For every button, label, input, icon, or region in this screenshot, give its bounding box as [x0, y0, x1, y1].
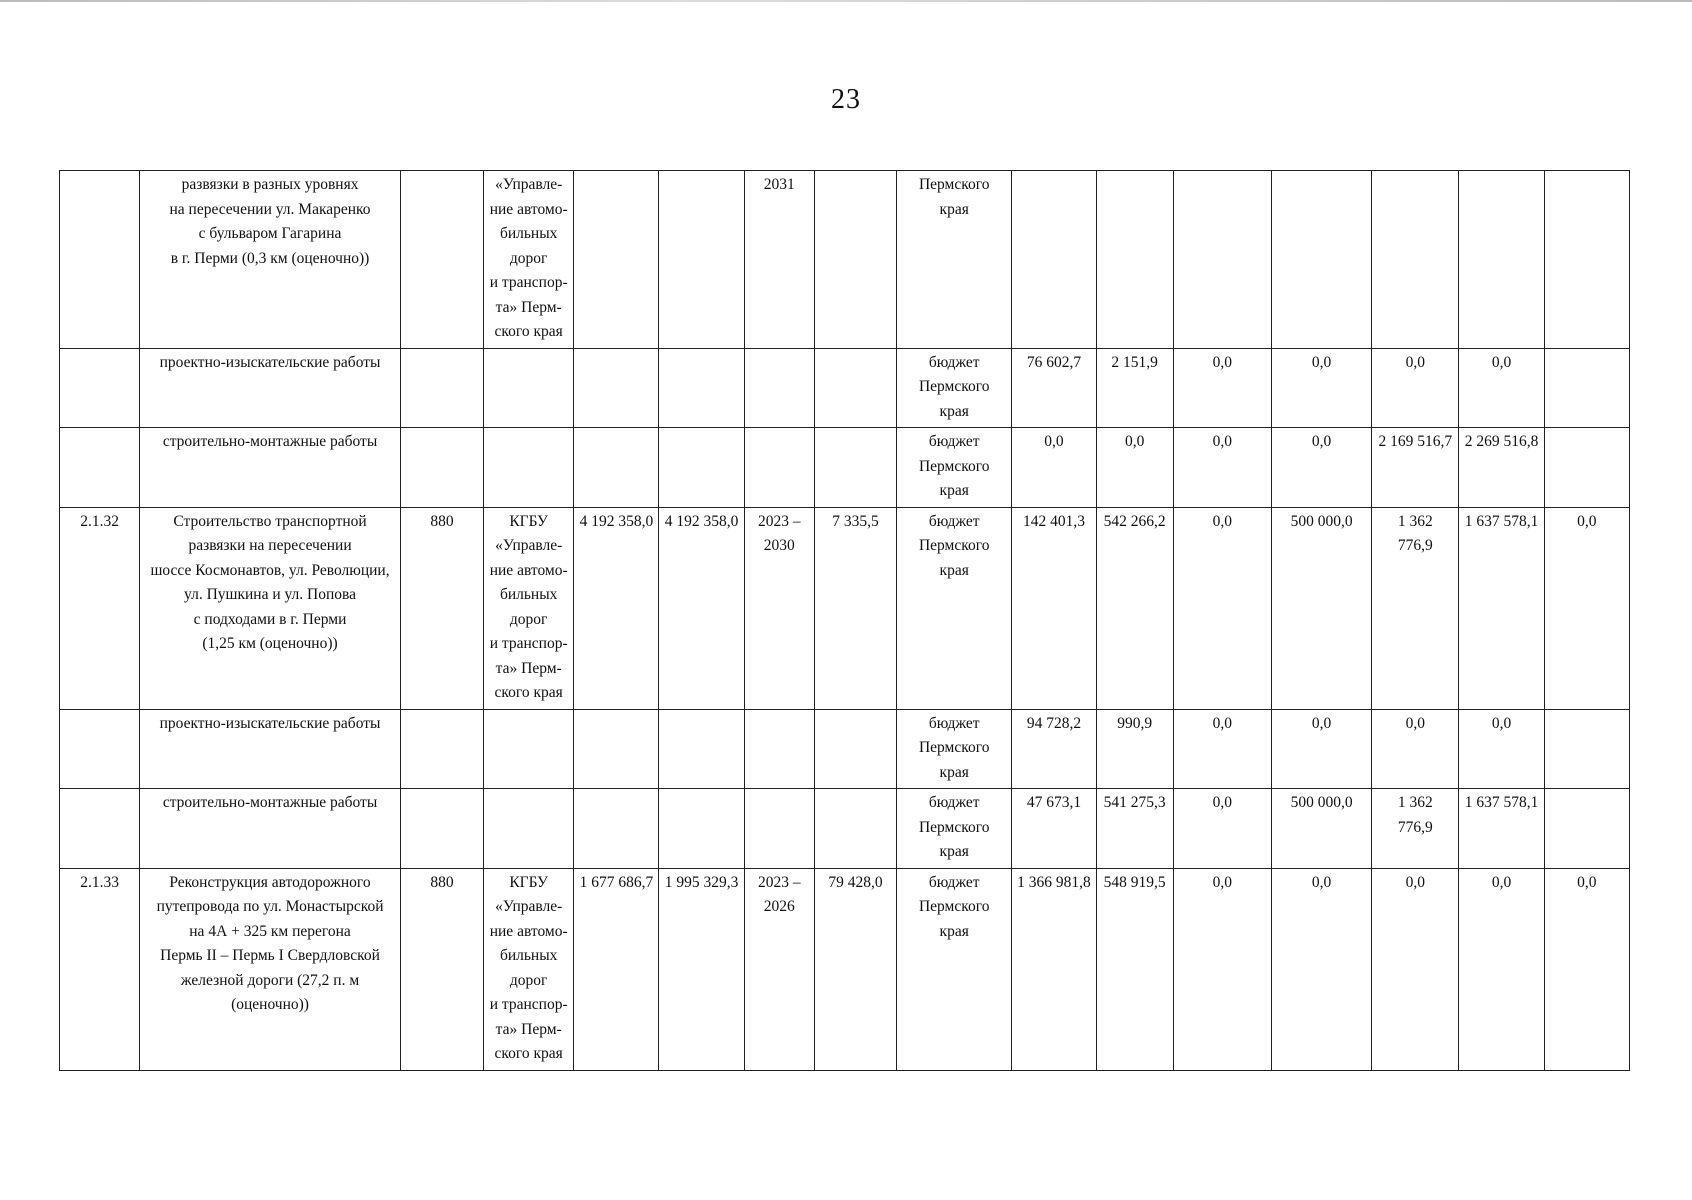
capacity-cell: 7 335,5 — [814, 507, 896, 709]
estimated-cost-cell: 4 192 358,0 — [574, 507, 659, 709]
year-6-cell: 0,0 — [1459, 868, 1544, 1070]
executor-cell: КГБУ «Управле- ние автомо- бильных дорог и транспор- та» Перм- ского края — [484, 868, 574, 1070]
object-name-cell: проектно-изыскательские работы — [140, 709, 401, 789]
year-2-cell — [1096, 171, 1173, 349]
cost-cell — [659, 428, 744, 508]
page-number: 23 — [831, 84, 861, 115]
code-cell: 880 — [400, 868, 483, 1070]
cost-cell — [659, 789, 744, 869]
table-row — [60, 171, 1630, 349]
row-number-cell: 2.1.32 — [60, 507, 140, 709]
funding-source-cell: бюджет Пермского края — [897, 789, 1012, 869]
budget-table — [59, 170, 1630, 1071]
funding-source-cell: бюджет Пермского края — [897, 507, 1012, 709]
year-2-cell: 990,9 — [1096, 709, 1173, 789]
year-6-cell — [1459, 171, 1544, 349]
year-5-cell: 0,0 — [1372, 348, 1459, 428]
year-3-cell: 0,0 — [1173, 428, 1271, 508]
year-1-cell: 0,0 — [1012, 428, 1096, 508]
funding-source-cell: бюджет Пермского края — [897, 709, 1012, 789]
period-cell: 2023 – 2030 — [744, 507, 814, 709]
table-row — [60, 868, 1630, 1070]
row-number-cell — [60, 428, 140, 508]
row-number-cell: 2.1.33 — [60, 868, 140, 1070]
estimated-cost-cell: 1 677 686,7 — [574, 868, 659, 1070]
code-cell — [400, 428, 483, 508]
year-3-cell: 0,0 — [1173, 348, 1271, 428]
code-cell — [400, 171, 483, 349]
object-name-cell: строительно-монтажные работы — [140, 789, 401, 869]
cost-cell: 4 192 358,0 — [659, 507, 744, 709]
year-6-cell: 1 637 578,1 — [1459, 507, 1544, 709]
capacity-cell: 79 428,0 — [814, 868, 896, 1070]
period-cell — [744, 789, 814, 869]
period-cell — [744, 348, 814, 428]
object-name-cell: развязки в разных уровнях на пересечении ул. Макаренко с бульваром Гагарина в г. Перми (0,3 км (оценочно)) — [140, 171, 401, 349]
year-7-cell: 0,0 — [1544, 507, 1629, 709]
row-number-cell — [60, 709, 140, 789]
year-2-cell: 0,0 — [1096, 428, 1173, 508]
table-row — [60, 507, 1630, 709]
year-7-cell — [1544, 789, 1629, 869]
executor-cell — [484, 789, 574, 869]
year-3-cell: 0,0 — [1173, 868, 1271, 1070]
year-6-cell: 0,0 — [1459, 348, 1544, 428]
executor-cell — [484, 428, 574, 508]
year-4-cell: 0,0 — [1271, 428, 1371, 508]
object-name-cell: проектно-изыскательские работы — [140, 348, 401, 428]
year-7-cell — [1544, 428, 1629, 508]
row-number-cell — [60, 171, 140, 349]
year-2-cell: 541 275,3 — [1096, 789, 1173, 869]
funding-source-cell: бюджет Пермского края — [897, 348, 1012, 428]
year-2-cell: 542 266,2 — [1096, 507, 1173, 709]
code-cell — [400, 789, 483, 869]
estimated-cost-cell — [574, 709, 659, 789]
year-4-cell: 0,0 — [1271, 348, 1371, 428]
year-7-cell — [1544, 709, 1629, 789]
table-row — [60, 428, 1630, 508]
estimated-cost-cell — [574, 171, 659, 349]
year-6-cell: 2 269 516,8 — [1459, 428, 1544, 508]
estimated-cost-cell — [574, 348, 659, 428]
period-cell — [744, 709, 814, 789]
year-7-cell — [1544, 171, 1629, 349]
capacity-cell — [814, 428, 896, 508]
cost-cell — [659, 709, 744, 789]
executor-cell — [484, 348, 574, 428]
year-3-cell: 0,0 — [1173, 789, 1271, 869]
year-1-cell: 47 673,1 — [1012, 789, 1096, 869]
row-number-cell — [60, 348, 140, 428]
year-2-cell: 548 919,5 — [1096, 868, 1173, 1070]
capacity-cell — [814, 709, 896, 789]
executor-cell — [484, 709, 574, 789]
period-cell — [744, 428, 814, 508]
table-row — [60, 348, 1630, 428]
capacity-cell — [814, 171, 896, 349]
year-7-cell — [1544, 348, 1629, 428]
year-4-cell — [1271, 171, 1371, 349]
cost-cell — [659, 348, 744, 428]
year-1-cell: 76 602,7 — [1012, 348, 1096, 428]
estimated-cost-cell — [574, 789, 659, 869]
year-2-cell: 2 151,9 — [1096, 348, 1173, 428]
year-1-cell — [1012, 171, 1096, 349]
scan-edge — [0, 0, 1692, 2]
year-5-cell: 1 362 776,9 — [1372, 507, 1459, 709]
funding-source-cell: Пермского края — [897, 171, 1012, 349]
year-3-cell: 0,0 — [1173, 709, 1271, 789]
funding-source-cell: бюджет Пермского края — [897, 428, 1012, 508]
year-7-cell: 0,0 — [1544, 868, 1629, 1070]
year-4-cell: 0,0 — [1271, 709, 1371, 789]
year-5-cell: 0,0 — [1372, 709, 1459, 789]
code-cell — [400, 348, 483, 428]
year-5-cell: 2 169 516,7 — [1372, 428, 1459, 508]
table-row — [60, 709, 1630, 789]
executor-cell: «Управле- ние автомо- бильных дорог и транспор- та» Перм- ского края — [484, 171, 574, 349]
object-name-cell: Реконструкция автодорожного путепровода по ул. Монастырской на 4А + 325 км перегона Пермь II – Пермь I Свердловской железной дороги (27,2 п. м (оценочно)) — [140, 868, 401, 1070]
code-cell: 880 — [400, 507, 483, 709]
code-cell — [400, 709, 483, 789]
year-4-cell: 500 000,0 — [1271, 507, 1371, 709]
year-6-cell: 1 637 578,1 — [1459, 789, 1544, 869]
estimated-cost-cell — [574, 428, 659, 508]
year-5-cell: 0,0 — [1372, 868, 1459, 1070]
year-1-cell: 142 401,3 — [1012, 507, 1096, 709]
cost-cell — [659, 171, 744, 349]
capacity-cell — [814, 348, 896, 428]
object-name-cell: Строительство транспортной развязки на пересечении шоссе Космонавтов, ул. Революции, ул. Пушкина и ул. Попова с подходами в г. Перми (1,25 км (оценочно)) — [140, 507, 401, 709]
period-cell: 2023 – 2026 — [744, 868, 814, 1070]
cost-cell: 1 995 329,3 — [659, 868, 744, 1070]
year-3-cell: 0,0 — [1173, 507, 1271, 709]
year-1-cell: 94 728,2 — [1012, 709, 1096, 789]
capacity-cell — [814, 789, 896, 869]
year-6-cell: 0,0 — [1459, 709, 1544, 789]
year-4-cell: 0,0 — [1271, 868, 1371, 1070]
year-1-cell: 1 366 981,8 — [1012, 868, 1096, 1070]
row-number-cell — [60, 789, 140, 869]
table-body — [60, 171, 1630, 1071]
period-cell: 2031 — [744, 171, 814, 349]
year-5-cell: 1 362 776,9 — [1372, 789, 1459, 869]
object-name-cell: строительно-монтажные работы — [140, 428, 401, 508]
year-4-cell: 500 000,0 — [1271, 789, 1371, 869]
year-3-cell — [1173, 171, 1271, 349]
funding-source-cell: бюджет Пермского края — [897, 868, 1012, 1070]
table-row — [60, 789, 1630, 869]
executor-cell: КГБУ «Управле- ние автомо- бильных дорог и транспор- та» Перм- ского края — [484, 507, 574, 709]
year-5-cell — [1372, 171, 1459, 349]
